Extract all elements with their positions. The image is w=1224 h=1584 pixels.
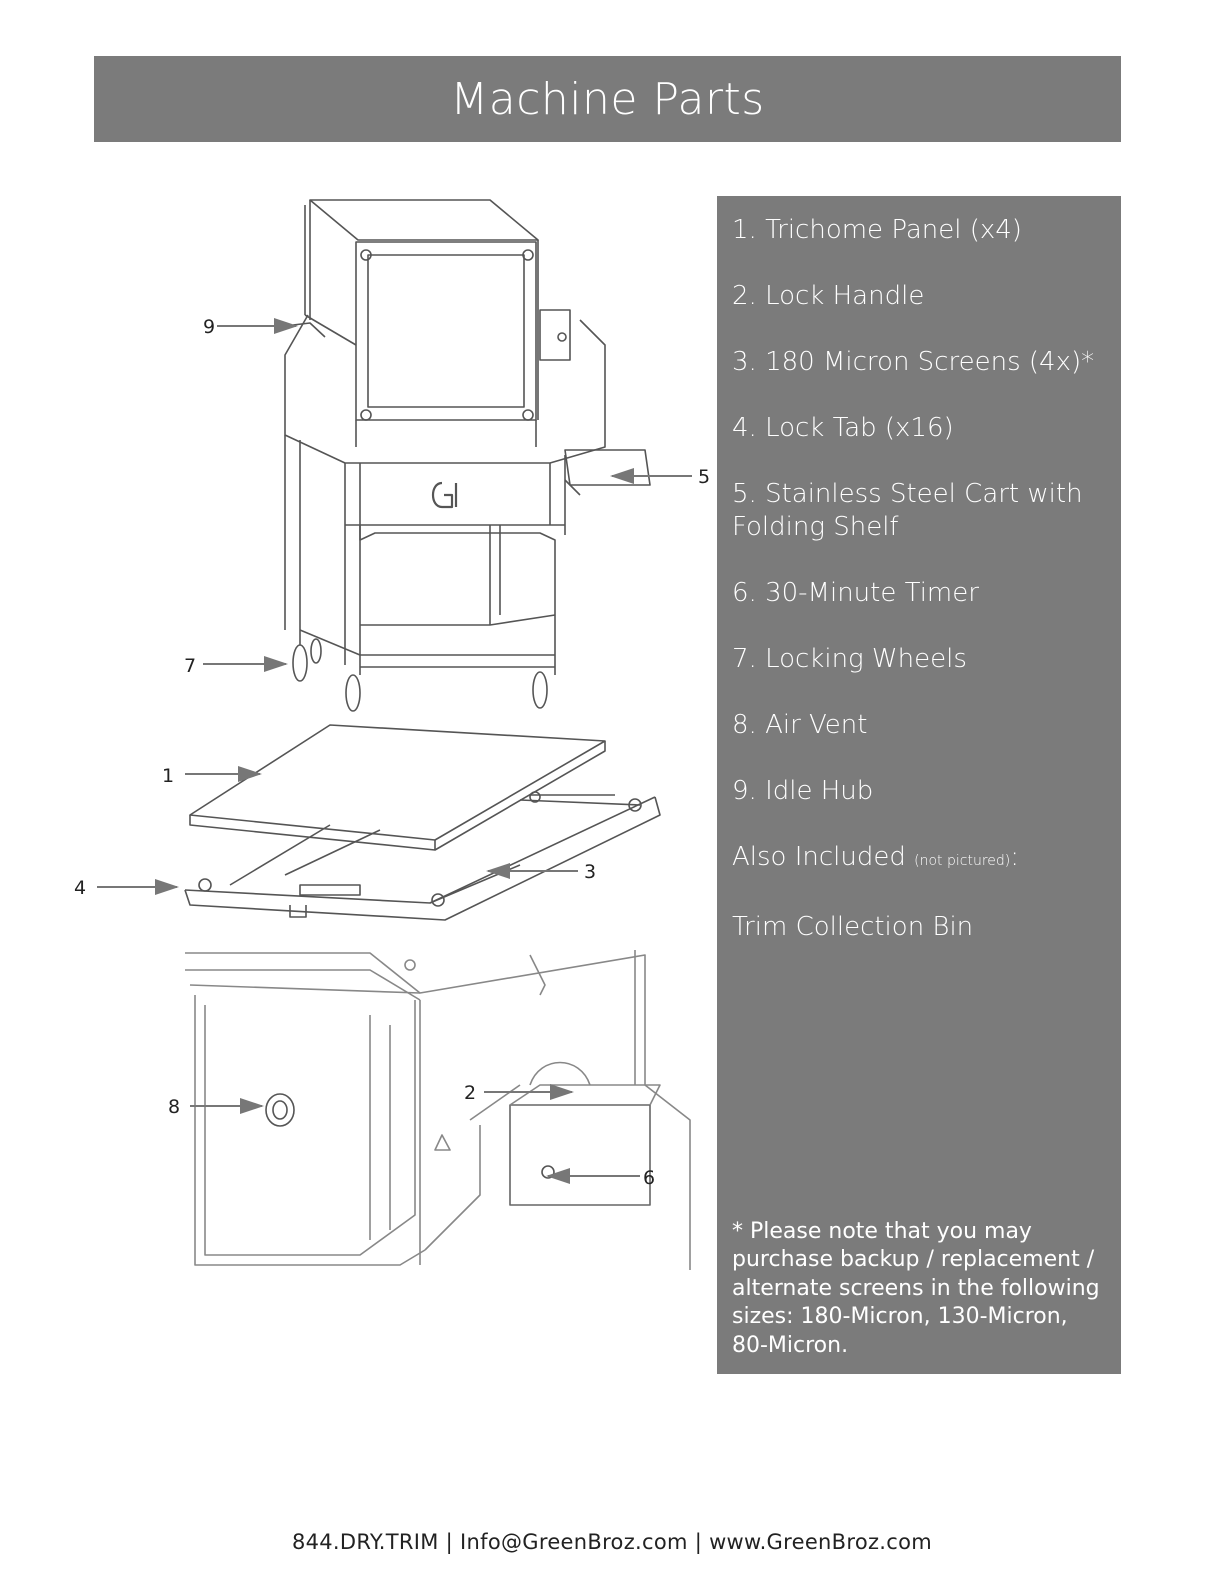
page-title: Machine Parts (450, 73, 765, 125)
also-included-label: Also Included (732, 842, 906, 872)
callout-6: 6 (643, 1167, 656, 1189)
extra-item-trim-bin: Trim Collection Bin (732, 912, 974, 942)
also-included-colon: : (1010, 842, 1019, 872)
trichome-panel-drawing (190, 725, 605, 850)
callout-arrows (97, 326, 692, 1176)
callout-8: 8 (168, 1096, 181, 1118)
callout-3: 3 (584, 861, 597, 883)
part-item-trichome-panel: 1. Trichome Panel (x4) (732, 215, 1022, 245)
trim-chamber-drawing (305, 200, 570, 447)
part-item-air-vent: 8. Air Vent (732, 710, 868, 740)
part-item-timer: 6. 30-Minute Timer (732, 578, 979, 608)
part-item-cart: 5. Stainless Steel Cart with Folding Shelf (732, 479, 1083, 542)
parts-list (732, 214, 1107, 944)
part-item-lock-handle: 2. Lock Handle (732, 281, 925, 311)
parts-list-panel (717, 196, 1121, 1374)
machine-illustration (60, 185, 720, 1295)
cabinet-closeup-drawing (185, 950, 690, 1270)
also-included-qualifier: (not pictured) (914, 853, 1011, 869)
screens-note: * Please note that you may purchase backup / replacement / alternate screens in the following sizes: 180-Micron, 130-Micron, 80-Micron. (732, 1218, 1100, 1358)
callout-2: 2 (464, 1082, 477, 1104)
part-item-locking-wheels: 7. Locking Wheels (732, 644, 967, 674)
part-item-idle-hub: 9. Idle Hub (732, 776, 874, 806)
part-item-micron-screens: 3. 180 Micron Screens (4x)* (732, 347, 1095, 377)
screen-frame-drawing (185, 792, 660, 920)
part-item-lock-tab: 4. Lock Tab (x16) (732, 413, 954, 443)
callout-5: 5 (698, 466, 711, 488)
cart-frame-drawing (285, 315, 650, 711)
also-included-heading (732, 841, 1107, 878)
callout-7: 7 (184, 655, 197, 677)
page-title-bar (94, 56, 1121, 142)
machine-diagram (60, 185, 720, 1295)
callout-4: 4 (74, 877, 87, 899)
footer-contact: 844.DRY.TRIM | Info@GreenBroz.com | www.GreenBroz.com (291, 1530, 933, 1554)
callout-1: 1 (162, 765, 175, 787)
callout-9: 9 (203, 316, 216, 338)
